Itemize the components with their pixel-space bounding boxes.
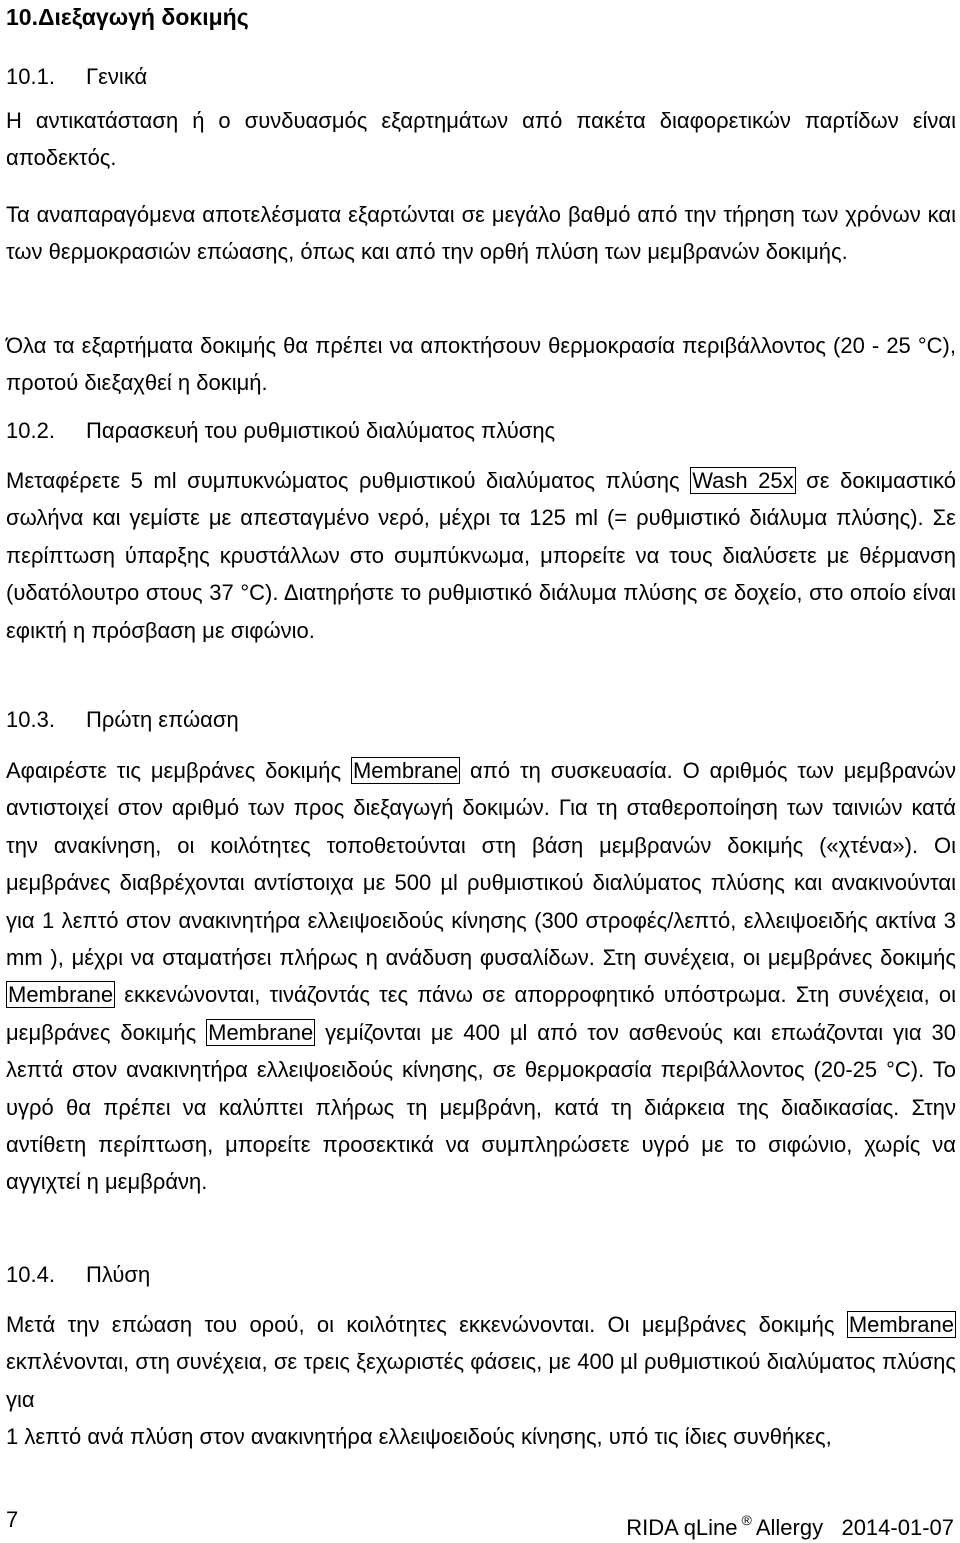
main-heading-title: Διεξαγωγή δοκιμής xyxy=(37,4,249,30)
section-number: 10.2. xyxy=(6,418,55,443)
page-number: 7 xyxy=(6,1507,19,1532)
registered-mark: ® xyxy=(741,1512,752,1528)
paragraph-washing xyxy=(6,1306,956,1418)
wash-reagent-label: Wash 25x xyxy=(692,468,794,493)
section-number: 10.3. xyxy=(6,707,55,732)
section-title: Πλύση xyxy=(86,1262,151,1287)
text-run: γεμίζονται με 400 µl από τον ασθενούς και επωάζονται για 30 λεπτά στον ανακινητήρα ελλειψοειδούς κίνησης, σε θερμοκρασία περιβάλλοντος (20-25 °C). Το υγρό θα πρέπει να καλύπτει πλήρως τη μεμβράνη, κατά τη διάρκεια της διαδικασίας. Στην αντίθετη περίπτωση, μπορείτε προσεκτικά να συμπληρώσετε υγρό με το σιφώνιο, χωρίς να αγγιχτεί η μεμβράνη. xyxy=(6,1019,956,1195)
main-heading xyxy=(6,2,249,32)
text-run: από τη συσκευασία. Ο αριθμός των μεμβρανών αντιστοιχεί στον αριθμό των προς διεξαγωγή δοκιμών. Για τη σταθεροποίηση των ταινιών κατά την ανακίνηση, οι κοιλότητες τοποθετούνται στη βάση μεμβρανών δοκιμής («χτένα»). Οι μεμβράνες διαβρέχονται αντίστοιχα με 500 µl ρυθμιστικού διαλύματος πλύσης και ανακινούνται για 1 λεπτό στον ανακινητήρα ελλειψοειδούς κίνησης (300 στροφές/λεπτό, ελλειψοειδής ακτίνα 3 mm ), μέχρι να σταματήσει πλήρως η ανάδυση φυσαλίδων. Στη συνέχεια, οι μεμβράνες δοκιμής xyxy=(6,758,956,971)
paragraph-wash-buffer xyxy=(6,462,956,649)
text-run: Μετά την επώαση του ορού, οι κοιλότητες εκκενώνονται. Οι μεμβράνες δοκιμής xyxy=(6,1312,835,1337)
text-run: εκπλένονται, στη συνέχεια, σε τρεις ξεχωριστές φάσεις, με 400 µl ρυθμιστικού διαλύματος πλύσης για xyxy=(6,1349,956,1412)
section-heading-10-4 xyxy=(6,1260,150,1290)
paragraph-washing-continued: 1 λεπτό ανά πλύση στον ανακινητήρα ελλειψοειδούς κίνησης, υπό τις ίδιες συνθήκες, xyxy=(6,1424,832,1449)
membrane-label: Membrane xyxy=(848,1312,954,1337)
product-suffix: Allergy xyxy=(755,1515,824,1540)
section-number: 10.4. xyxy=(6,1262,55,1287)
text-run: Μεταφέρετε 5 ml συμπυκνώματος ρυθμιστικού διαλύματος πλύσης xyxy=(6,468,680,493)
text-run: Αφαιρέστε τις μεμβράνες δοκιμής xyxy=(6,758,342,783)
product-name: RIDA qLine xyxy=(626,1515,738,1540)
section-number: 10.1. xyxy=(6,64,55,89)
paragraph-room-temperature: Όλα τα εξαρτήματα δοκιμής θα πρέπει να αποκτήσουν θερμοκρασία περιβάλλοντος (20 - 25 °C), προτού διεξαχθεί η δοκιμή. xyxy=(6,333,956,396)
main-heading-number: 10. xyxy=(6,4,38,30)
section-heading-10-1 xyxy=(6,62,147,92)
text-run: εκκενώνονται, τινάζοντάς τες πάνω σε απορροφητικό υπόστρωμα. Στη συνέχεια, οι μεμβράνες δοκιμής xyxy=(6,982,956,1045)
section-heading-10-3 xyxy=(6,705,239,735)
paragraph-first-incubation xyxy=(6,752,956,1201)
membrane-label: Membrane xyxy=(208,1019,314,1045)
section-title: Γενικά xyxy=(86,64,148,89)
footer-date: 2014-01-07 xyxy=(841,1515,954,1540)
paragraph-reproducible-results: Τα αναπαραγόμενα αποτελέσματα εξαρτώνται σε μεγάλο βαθμό από την τήρηση των χρόνων και των θερμοκρασιών επώασης, όπως και από την ορθή πλύση των μεμβρανών δοκιμής. xyxy=(6,202,956,265)
section-heading-10-2 xyxy=(6,416,555,446)
section-title: Παρασκευή του ρυθμιστικού διαλύματος πλύσης xyxy=(86,418,556,443)
membrane-label: Membrane xyxy=(352,758,459,783)
footer-product xyxy=(626,1505,954,1543)
text-run: σε δοκιμαστικό σωλήνα και γεμίστε με απεσταγμένο νερό, μέχρι τα 125 ml (= ρυθμιστικό διάλυμα πλύσης). Σε περίπτωση ύπαρξης κρυστάλλων στο συμπύκνωμα, μπορείτε να τους διαλύσετε με θέρμανση (υδατόλουτρο στους 37 °C). Διατηρήστε το ρυθμιστικό διάλυμα πλύσης σε δοχείο, στο οποίο είναι εφικτή η πρόσβαση με σιφώνιο. xyxy=(6,468,956,643)
page-footer xyxy=(6,1505,954,1540)
membrane-label: Membrane xyxy=(8,982,114,1008)
paragraph-components-lots: Η αντικατάσταση ή ο συνδυασμός εξαρτημάτων από πακέτα διαφορετικών παρτίδων είναι αποδεκτός. xyxy=(6,108,956,171)
section-title: Πρώτη επώαση xyxy=(86,707,239,732)
